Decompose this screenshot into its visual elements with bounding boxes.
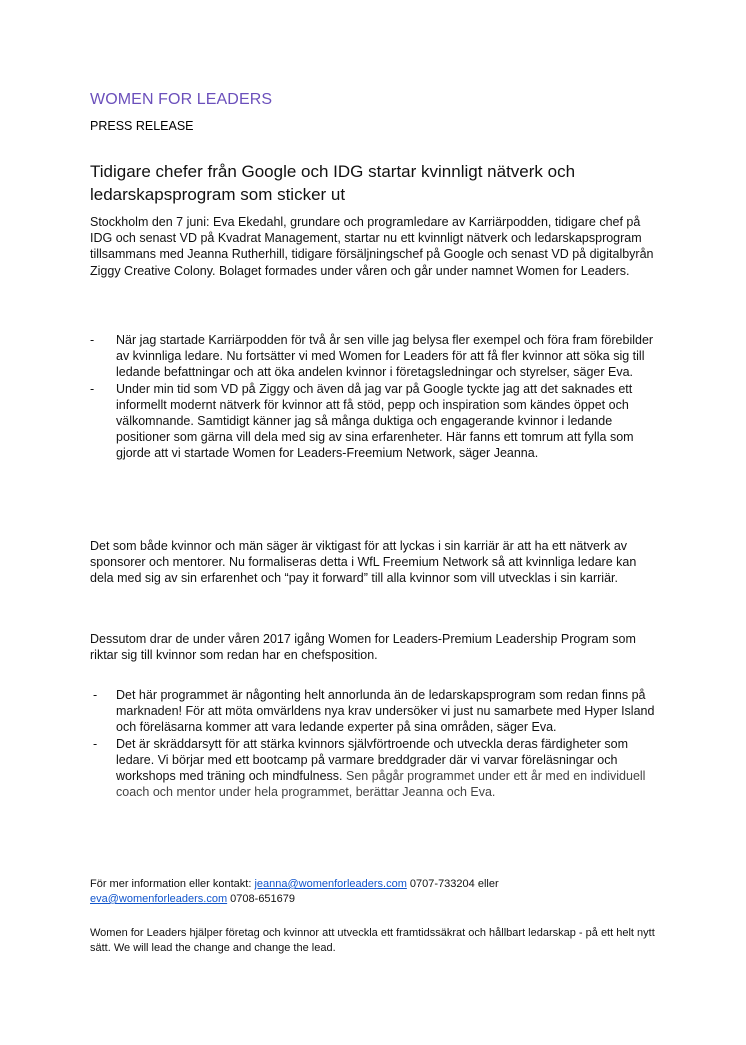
list-item xyxy=(90,736,665,801)
email-link-jeanna[interactable]: jeanna@womenforleaders.com xyxy=(254,878,407,890)
phone-jeanna: 0707-733204 eller xyxy=(406,878,499,890)
bullet-dash: - xyxy=(90,333,95,347)
quote-text: Det är skräddarsytt för att stärka kvinnors självförtroende och utveckla deras färdigheter som ledare. Vi börjar med ett bootcamp på varmare breddgrader där vi varvar föreläsningar och workshops med träning och mindfulness. xyxy=(116,736,629,784)
bullet-dash: - xyxy=(93,688,98,702)
contact-prefix: För mer information eller kontakt: xyxy=(90,878,255,890)
quotes-list-1 xyxy=(90,332,665,462)
brand-title: WOMEN FOR LEADERS xyxy=(90,91,273,108)
contact-info xyxy=(90,877,660,907)
press-release-label: PRESS RELEASE xyxy=(90,119,194,133)
quotes-list-2 xyxy=(90,687,665,800)
bullet-dash: - xyxy=(93,736,98,751)
phone-eva: 0708-651679 xyxy=(227,893,296,905)
headline: Tidigare chefer från Google och IDG startar kvinnligt nätverk och ledarskapsprogram som sticker ut xyxy=(90,162,576,204)
paragraph-network: Det som både kvinnor och män säger är viktigast för att lyckas i sin karriär är att ha ett nätverk av sponsorer och mentorer. Nu formaliseras detta i WfL Freemium Network så att kvinnliga ledare kan dela med sig av sin erfarenhet och “pay it forward” till alla kvinnor som vill utvecklas i sin karriär. xyxy=(90,539,637,586)
footer-boilerplate: Women for Leaders hjälper företag och kvinnor att utveckla ett framtidssäkrat och hållbart ledarskap - på ett helt nytt sätt. We will lead the change and change the lead. xyxy=(90,927,655,954)
intro-paragraph: Stockholm den 7 juni: Eva Ekedahl, grundare och programledare av Karriärpodden, tidigare chef på IDG och senast VD på Kvadrat Management, startar nu ett kvinnligt nätverk och ledarskapsprogram tillsammans med Jeanna Rutherhill, tidigare försäljningschef på Google och senast VD på digitalbyrån Ziggy Creative Colony. Bolaget formades under våren och går under namnet Women for Leaders. xyxy=(90,215,654,278)
bullet-dash: - xyxy=(90,381,95,396)
list-item xyxy=(90,332,665,381)
quote-text: Under min tid som VD på Ziggy och även då jag var på Google tyckte jag att det saknades ett informellt modernt nätverk för kvinnor att få stöd, pepp och inspiration som kändes öppet och välkomnande. Samtidigt känner jag så många duktiga och engagerande kvinnor i ledande positioner som gärna vill dela med sig av sina erfarenheter. Här fanns ett tomrum att fylla som gjorde att vi startade Women for Leaders-Freemium Network, säger Jeanna. xyxy=(116,381,634,461)
paragraph-program: Dessutom drar de under våren 2017 igång Women for Leaders-Premium Leadership Program som riktar sig till kvinnor som redan har en chefsposition. xyxy=(90,632,636,663)
list-item xyxy=(90,687,665,736)
email-link-eva[interactable]: eva@womenforleaders.com xyxy=(90,893,228,905)
quote-text: Det här programmet är någonting helt annorlunda än de ledarskapsprogram som redan finns på marknaden! För att möta omvärldens nya krav undersöker vi just nu samarbete med Hyper Island och föreläsarna kommer att vara ledande experter på sina områden, säger Eva. xyxy=(116,688,655,735)
quote-text-continued: Sen pågår programmet under ett år med en individuell coach och mentor under hela programmet, berättar Jeanna och Eva. xyxy=(116,769,646,800)
list-item xyxy=(90,381,665,462)
quote-text: När jag startade Karriärpodden för två år sen ville jag belysa fler exempel och föra fram förebilder av kvinnliga ledare. Nu fortsätter vi med Women for Leaders för att få fler kvinnor att söka sig till ledande befattningar och att öka andelen kvinnor i företagsledningar och styrelser, säger Eva. xyxy=(116,333,654,380)
